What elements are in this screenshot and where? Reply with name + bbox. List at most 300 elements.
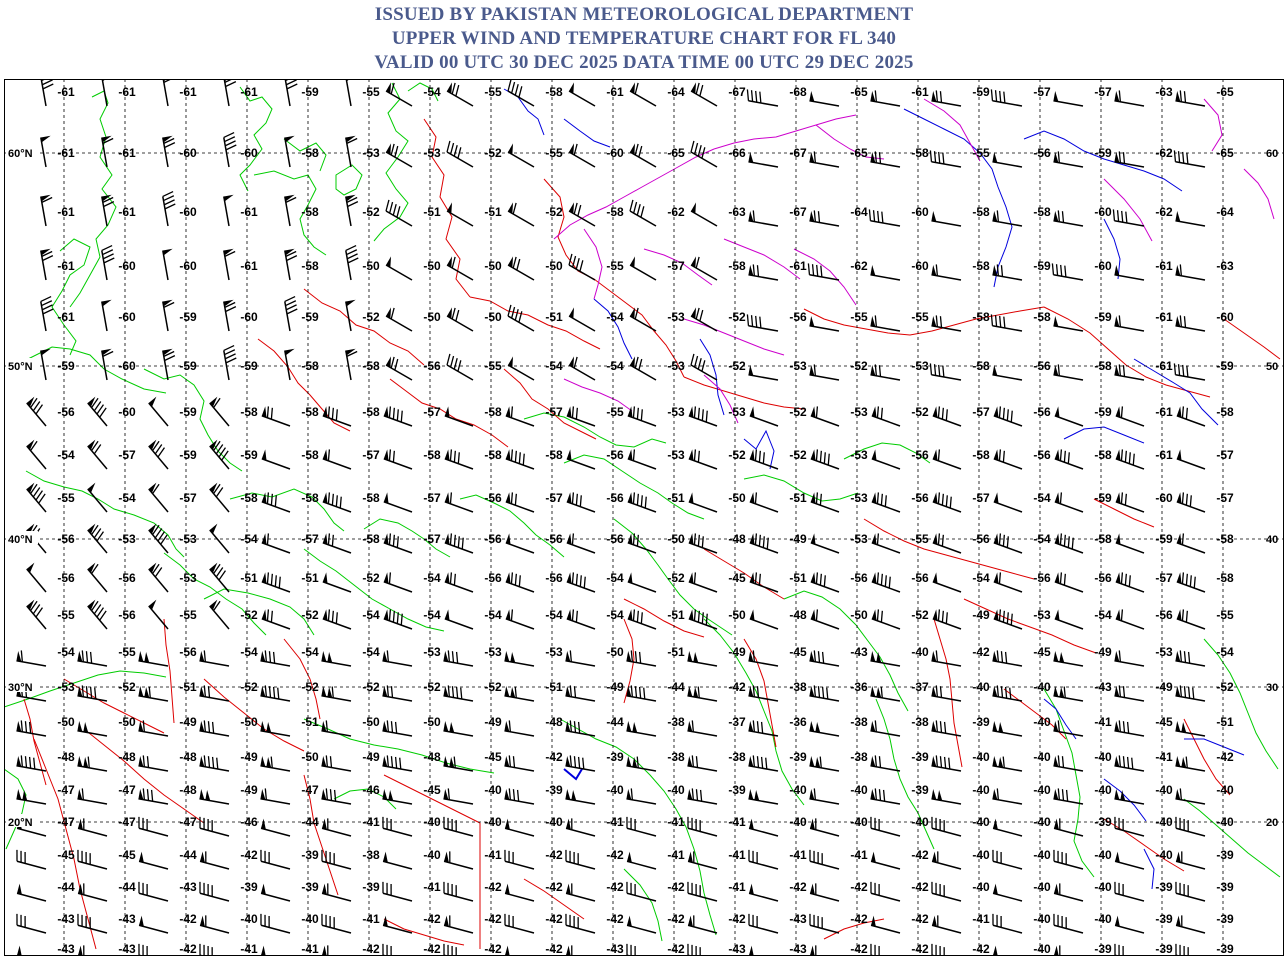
barb-feather	[332, 494, 333, 505]
temperature-label: -40	[1033, 715, 1051, 729]
temperature-label: -40	[789, 783, 807, 797]
barb-feather	[103, 254, 113, 259]
barb-feather	[452, 686, 453, 697]
temperature-label: -60	[118, 310, 136, 324]
barb-flag	[750, 492, 755, 503]
wind-barb	[748, 755, 778, 771]
wind-barb	[689, 492, 717, 512]
temperature-label: -42	[911, 942, 929, 956]
barb-feather	[630, 200, 633, 211]
temperature-label: -41	[1155, 750, 1173, 764]
barb-feather	[204, 650, 205, 661]
barb-feather	[991, 89, 992, 100]
temperature-label: -61	[118, 85, 136, 99]
barb-feather	[454, 535, 455, 546]
barb-feather	[267, 406, 268, 417]
temperature-label: -38	[728, 750, 746, 764]
barb-feather	[287, 84, 297, 89]
temperature-label: -42	[179, 912, 197, 926]
barb-staff	[992, 162, 1022, 167]
barb-flag	[870, 265, 875, 276]
temperature-label: -60	[1094, 205, 1112, 219]
barb-feather	[753, 264, 754, 275]
wind-barb	[210, 600, 229, 629]
barb-flag	[566, 946, 571, 956]
barb-flag	[754, 790, 759, 801]
barb-feather	[816, 572, 817, 583]
temperature-label: -59	[301, 310, 319, 324]
barb-feather	[1182, 533, 1183, 544]
temperature-label: -55	[850, 310, 868, 324]
temperature-label: -44	[606, 715, 624, 729]
barb-flag	[77, 721, 82, 732]
wind-barb	[261, 850, 290, 869]
wind-barb	[566, 850, 595, 869]
temperature-label: -51	[545, 310, 563, 324]
temperature-label: -41	[728, 848, 746, 862]
barb-feather	[756, 316, 757, 327]
wind-barb	[626, 721, 656, 736]
barb-flag	[998, 757, 1003, 768]
barb-flag	[750, 406, 755, 417]
temperature-label: -40	[1094, 912, 1112, 926]
wind-barb	[809, 788, 839, 804]
barb-feather	[1065, 266, 1066, 277]
barb-flag	[687, 651, 692, 662]
wind-barb	[1175, 756, 1205, 771]
wind-barb	[262, 492, 290, 512]
barb-flag	[505, 946, 510, 956]
temperature-label: -40	[1216, 815, 1234, 829]
temperature-label: -47	[179, 815, 197, 829]
barb-feather	[698, 687, 699, 698]
temperature-label: -56	[484, 491, 502, 505]
barb-flag	[16, 721, 21, 732]
barb-feather	[25, 756, 26, 767]
temperature-label: -58	[240, 405, 258, 419]
wind-barb	[17, 914, 46, 933]
temperature-label: -61	[57, 205, 75, 219]
temperature-label: -39	[1094, 815, 1112, 829]
barb-feather	[1186, 611, 1187, 622]
barb-feather	[695, 356, 698, 367]
wind-barb	[569, 356, 595, 380]
temperature-label: -43	[789, 912, 807, 926]
wind-barb	[809, 91, 839, 106]
barb-flag	[1116, 609, 1121, 620]
temperature-label: -54	[606, 310, 624, 324]
barb-flag	[444, 852, 449, 863]
barb-feather	[572, 533, 573, 544]
barb-flag	[992, 365, 997, 376]
temperature-label: -55	[1216, 608, 1234, 622]
wind-barb	[566, 818, 595, 836]
barb-feather	[706, 411, 707, 422]
barb-flag	[1053, 789, 1058, 800]
barb-flag	[872, 609, 877, 620]
wind-barb	[749, 850, 778, 869]
barb-flag	[628, 449, 633, 460]
barb-feather	[930, 150, 931, 161]
barb-flag	[565, 789, 570, 800]
barb-feather	[42, 80, 52, 85]
wind-barb	[200, 915, 229, 933]
temperature-label: -52	[240, 680, 258, 694]
barb-staff	[630, 211, 656, 226]
barb-feather	[702, 536, 703, 547]
barb-feather	[457, 687, 458, 698]
barb-feather	[267, 492, 268, 503]
barb-feather	[165, 356, 175, 361]
barb-feather	[574, 721, 575, 732]
barb-feather	[999, 533, 1000, 544]
barb-staff	[149, 403, 168, 426]
barb-feather	[271, 574, 272, 585]
barb-staff	[630, 265, 656, 280]
barb-flag	[444, 916, 449, 927]
barb-feather	[702, 612, 703, 623]
temperature-label: -39	[301, 848, 319, 862]
wind-barb	[504, 720, 534, 736]
barb-feather	[877, 533, 878, 544]
barb-flag	[933, 449, 938, 460]
barb-flag	[144, 687, 149, 698]
wind-barb	[445, 492, 473, 512]
barb-feather	[393, 204, 396, 215]
barb-feather	[637, 611, 638, 622]
wind-barb	[628, 609, 656, 629]
wind-barb	[88, 524, 107, 553]
wind-barb	[931, 720, 961, 736]
wind-barb	[505, 850, 534, 869]
wind-barb	[689, 533, 717, 553]
barb-feather	[348, 258, 358, 263]
wind-barb	[809, 721, 839, 736]
barb-staff	[628, 459, 656, 469]
wind-barb	[1175, 90, 1205, 106]
barb-flag	[505, 884, 510, 895]
barb-flag	[1114, 651, 1119, 662]
temperature-label: -53	[545, 645, 563, 659]
temperature-label: -55	[362, 85, 380, 99]
barb-staff	[1116, 502, 1144, 512]
temperature-label: -53	[728, 405, 746, 419]
barb-flag	[689, 406, 694, 417]
barb-flag	[687, 756, 692, 767]
barb-flag	[506, 609, 511, 620]
barb-flag	[382, 686, 387, 697]
temperature-label: -59	[179, 405, 197, 419]
barb-feather	[938, 609, 939, 620]
barb-feather	[1183, 365, 1184, 376]
barb-flag	[870, 365, 875, 376]
barb-flag	[628, 572, 633, 583]
barb-feather	[1189, 652, 1190, 663]
temperature-label: -61	[118, 205, 136, 219]
barb-flag	[565, 651, 570, 662]
barb-feather	[828, 454, 829, 465]
barb-feather	[336, 612, 337, 623]
barb-feather	[336, 495, 337, 506]
wind-barb	[444, 915, 473, 933]
barb-feather	[451, 143, 454, 154]
barb-feather	[278, 688, 279, 699]
temperature-label: -50	[423, 310, 441, 324]
temperature-label: -53	[850, 405, 868, 419]
wind-barb	[1176, 915, 1205, 933]
barb-feather	[1132, 758, 1133, 769]
wind-barb	[810, 914, 839, 933]
temperature-label: -42	[545, 750, 563, 764]
barb-staff	[749, 925, 778, 933]
barb-feather	[1061, 265, 1062, 276]
temperature-label: -58	[1094, 448, 1112, 462]
barb-feather	[637, 204, 640, 215]
barb-feather	[1062, 789, 1063, 800]
barb-flag	[810, 884, 815, 895]
temperature-label: -54	[545, 608, 563, 622]
barb-feather	[511, 572, 512, 583]
temperature-label: -58	[1033, 310, 1051, 324]
temperature-label: -58	[1094, 359, 1112, 373]
barb-feather	[757, 756, 758, 767]
barb-flag	[445, 609, 450, 620]
wind-barb	[993, 946, 1022, 956]
barb-staff	[691, 91, 717, 106]
wind-barb	[346, 195, 358, 226]
wind-barb	[41, 136, 51, 167]
temperature-label: -42	[545, 912, 563, 926]
barb-staff	[447, 152, 473, 167]
temperature-label: -49	[1094, 645, 1112, 659]
wind-barb	[627, 916, 656, 933]
barb-flag	[321, 651, 326, 662]
barb-flag	[1054, 819, 1059, 830]
wind-barb	[88, 397, 107, 426]
barb-feather	[755, 533, 756, 544]
wind-barb	[1116, 533, 1144, 553]
temperature-label: -39	[240, 880, 258, 894]
temperature-label: -44	[667, 680, 685, 694]
latitude-label: 30°N	[8, 682, 33, 694]
wind-barb	[199, 789, 229, 804]
barb-staff	[569, 365, 595, 380]
temperature-label: -51	[667, 491, 685, 505]
barb-feather	[1121, 609, 1122, 620]
barb-feather	[572, 609, 573, 620]
barb-flag	[260, 756, 265, 767]
barb-flag	[809, 651, 814, 662]
latitude-label: 40°N	[8, 534, 33, 546]
barb-feather	[635, 83, 638, 94]
barb-feather	[767, 538, 768, 549]
barb-feather	[448, 650, 449, 661]
temperature-label: -57	[118, 448, 136, 462]
barb-staff	[748, 162, 778, 167]
barb-flag	[445, 492, 450, 503]
barb-feather	[936, 685, 937, 696]
temperature-label: -43	[606, 942, 624, 956]
barb-feather	[340, 497, 341, 508]
temperature-label: -48	[57, 750, 75, 764]
wind-barb	[811, 492, 839, 512]
barb-staff	[1054, 861, 1083, 869]
wind-barb	[931, 789, 961, 804]
barb-feather	[1180, 90, 1181, 101]
temperature-label: -60	[1216, 310, 1234, 324]
barb-flag	[811, 406, 816, 417]
wind-barb	[88, 440, 107, 469]
temperature-label: -49	[606, 680, 624, 694]
temperature-label: -49	[240, 783, 258, 797]
barb-flag	[872, 533, 877, 544]
barb-flag	[260, 789, 265, 800]
barb-feather	[1119, 755, 1120, 766]
barb-staff	[1114, 221, 1144, 226]
barb-feather	[576, 258, 579, 269]
barb-feather	[1058, 755, 1059, 766]
barb-feather	[1179, 364, 1180, 375]
temperature-label: -59	[1094, 146, 1112, 160]
barb-feather	[694, 406, 695, 417]
barb-feather	[814, 650, 815, 661]
barb-flag	[1053, 152, 1058, 163]
barb-flag	[565, 756, 570, 767]
wind-barb	[149, 483, 168, 512]
barb-feather	[104, 258, 114, 263]
barb-feather	[1123, 756, 1124, 767]
temperature-label: -42	[850, 880, 868, 894]
wind-barb	[210, 397, 229, 426]
temperature-label: -49	[1155, 680, 1173, 694]
temperature-label: -53	[57, 680, 75, 694]
wind-barb	[505, 819, 534, 836]
temperature-label: -67	[789, 146, 807, 160]
barb-feather	[165, 204, 175, 209]
barb-staff	[569, 316, 595, 331]
wind-temperature-map[interactable]	[4, 79, 1284, 956]
barb-feather	[328, 449, 329, 460]
barb-feather	[226, 307, 236, 312]
barb-flag	[384, 449, 389, 460]
barb-flag	[809, 91, 814, 102]
barb-flag	[384, 406, 389, 417]
wind-barb	[149, 600, 168, 629]
barb-flag	[931, 789, 936, 800]
barb-feather	[347, 254, 357, 259]
barb-flag	[748, 756, 753, 767]
temperature-label: -56	[179, 645, 197, 659]
wind-barb	[871, 882, 900, 901]
temperature-label: -49	[484, 715, 502, 729]
barb-feather	[1186, 494, 1187, 505]
barb-feather	[1003, 611, 1004, 622]
barb-flag	[748, 686, 753, 697]
barb-flag	[199, 721, 204, 732]
barb-flag	[872, 572, 877, 583]
wind-barb	[809, 756, 839, 771]
temperature-label: -40	[1094, 848, 1112, 862]
wind-barb	[506, 406, 534, 426]
barb-feather	[391, 144, 394, 155]
barb-flag	[266, 722, 271, 733]
barb-flag	[323, 572, 328, 583]
temperature-label: -49	[240, 750, 258, 764]
barb-feather	[104, 202, 114, 207]
barb-feather	[1058, 720, 1059, 731]
wind-barb	[931, 211, 961, 226]
wind-barb	[689, 609, 717, 629]
barb-feather	[396, 757, 397, 768]
barb-staff	[444, 828, 473, 836]
barb-feather	[694, 609, 695, 620]
wind-barb	[1177, 572, 1205, 592]
barb-flag	[872, 406, 877, 417]
barb-flag	[1054, 946, 1059, 956]
barb-feather	[518, 790, 519, 801]
barb-staff	[750, 502, 778, 512]
wind-barb	[749, 914, 778, 933]
temperature-label: -54	[423, 571, 441, 585]
temperature-label: -56	[911, 571, 929, 585]
barb-flag	[809, 789, 814, 800]
barb-feather	[1187, 366, 1188, 377]
barb-staff	[1055, 502, 1083, 512]
barb-feather	[1007, 409, 1008, 420]
barb-staff	[994, 459, 1022, 469]
temperature-label: -57	[545, 491, 563, 505]
barb-feather	[1064, 687, 1065, 698]
temperature-label: -52	[362, 571, 380, 585]
barb-flag	[1175, 686, 1180, 697]
temperature-label: -49	[179, 715, 197, 729]
barb-feather	[637, 535, 638, 546]
barb-feather	[875, 755, 876, 766]
barb-feather	[823, 652, 824, 663]
temperature-label: -52	[362, 680, 380, 694]
temperature-label: -54	[545, 359, 563, 373]
wind-barb	[1177, 406, 1205, 426]
barb-feather	[936, 90, 937, 101]
barb-staff	[1175, 375, 1205, 380]
temperature-label: -46	[362, 783, 380, 797]
barb-feather	[930, 363, 931, 374]
wind-barb	[626, 788, 656, 804]
temperature-label: -61	[240, 259, 258, 273]
barb-staff	[569, 265, 595, 280]
barb-feather	[34, 758, 35, 769]
wind-barb	[567, 572, 595, 592]
temperature-label: -53	[667, 359, 685, 373]
temperature-label: -38	[789, 680, 807, 694]
barb-staff	[630, 152, 656, 167]
barb-staff	[749, 861, 778, 869]
barb-feather	[641, 409, 642, 420]
barb-flag	[992, 152, 997, 163]
barb-feather	[397, 409, 398, 420]
temperature-label: -61	[240, 205, 258, 219]
temperature-label: -36	[850, 680, 868, 694]
wind-barb	[1175, 650, 1205, 666]
temperature-label: -66	[728, 146, 746, 160]
wind-barb	[993, 850, 1022, 869]
barb-staff	[870, 221, 900, 226]
temperature-label: -42	[545, 880, 563, 894]
barb-feather	[519, 452, 520, 463]
barb-flag	[628, 609, 633, 620]
barb-staff	[630, 91, 656, 106]
barb-flag	[994, 609, 999, 620]
